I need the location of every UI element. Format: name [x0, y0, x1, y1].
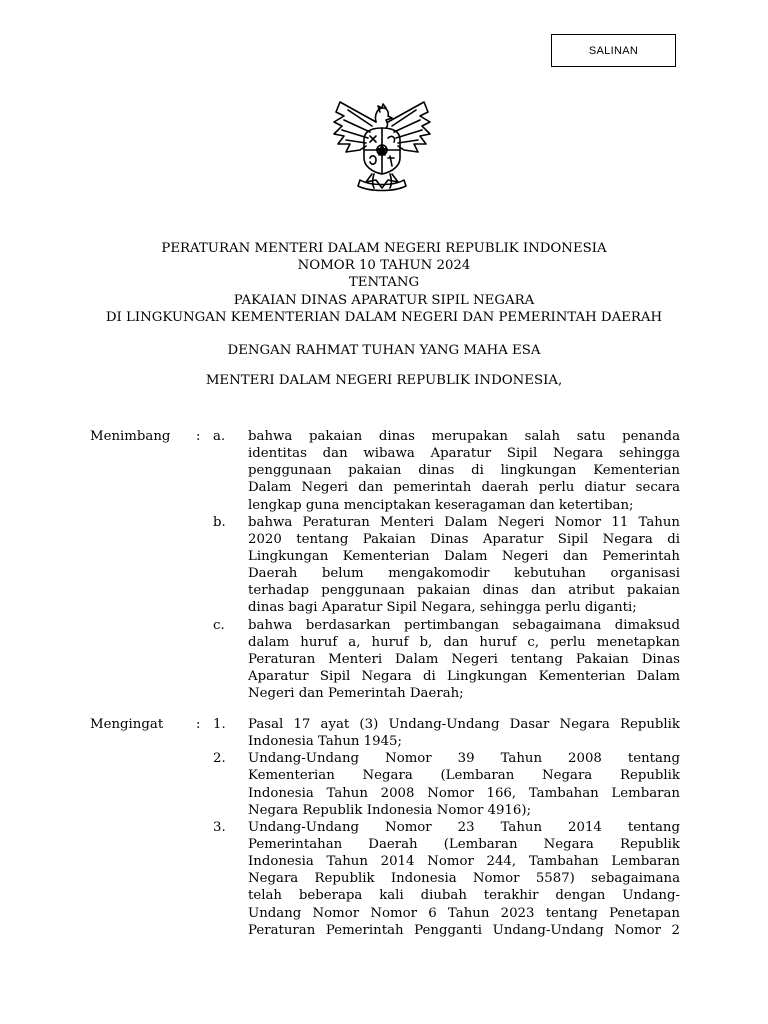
mengingat-section [90, 716, 680, 939]
list-item [90, 617, 680, 703]
list-item [90, 819, 680, 939]
item-text-line: dalam huruf a, huruf b, dan huruf c, perlu menetapkan [248, 634, 680, 650]
title-line: DI LINGKUNGAN KEMENTERIAN DALAM NEGERI DAN PEMERINTAH DAERAH [105, 309, 663, 325]
invocation: DENGAN RAHMAT TUHAN YANG MAHA ESA [227, 343, 541, 358]
item-text-line: Dalam Negeri dan pemerintah daerah perlu diatur secara [248, 480, 680, 496]
title-line: PAKAIAN DINAS APARATUR SIPIL NEGARA [233, 292, 535, 308]
item-text-line: telah beberapa kali diubah terakhir dengan Undang- [248, 888, 680, 904]
item-text [248, 428, 680, 514]
item-text-line: Aparatur Sipil Negara di Lingkungan Kementerian Dalam [248, 668, 680, 684]
item-text-line: Indonesia Tahun 2014 Nomor 244, Tambahan Lembaran [248, 854, 680, 870]
item-text-line: Undang-Undang Nomor 39 Tahun 2008 tentang [248, 751, 680, 767]
mengingat-colon: : [196, 717, 201, 732]
item-text-line: dinas bagi Aparatur Sipil Negara, sehingga perlu diganti; [248, 600, 637, 616]
item-marker: a. [213, 429, 226, 444]
item-text-line: bahwa berdasarkan pertimbangan sebagaimana dimaksud [248, 617, 680, 633]
item-marker: 2. [213, 751, 226, 767]
menimbang-items [90, 428, 680, 702]
mengingat-items [90, 716, 680, 939]
item-text [248, 819, 680, 939]
menimbang-section [90, 428, 680, 702]
item-text [248, 750, 680, 819]
item-text-line: Undang-Undang Nomor 23 Tahun 2014 tentang [248, 819, 680, 835]
title-line: NOMOR 10 TAHUN 2024 [297, 258, 471, 274]
item-text-line: identitas dan wibawa Aparatur Sipil Negara sehingga [248, 446, 680, 462]
item-marker: b. [213, 514, 226, 530]
item-text-line: 2020 tentang Pakaian Dinas Aparatur Sipil Negara di [248, 531, 680, 547]
item-text-line: Peraturan Pemerintah Pengganti Undang-Undang Nomor 2 [248, 922, 680, 938]
item-text [248, 514, 680, 617]
list-item [90, 428, 680, 514]
item-marker: 1. [213, 717, 226, 732]
item-text-line: bahwa pakaian dinas merupakan salah satu penanda [248, 429, 680, 444]
item-text-line: Undang Nomor Nomor 6 Tahun 2023 tentang Penetapan [248, 905, 680, 921]
item-text-line: Peraturan Menteri Dalam Negeri tentang Pakaian Dinas [248, 651, 680, 667]
item-text [248, 716, 680, 750]
item-text-line: Negeri dan Pemerintah Daerah; [248, 686, 464, 702]
item-text-line: terhadap penggunaan pakaian dinas dan atribut pakaian [248, 583, 680, 599]
list-item [90, 716, 680, 750]
garuda-pancasila-emblem [326, 96, 438, 194]
regulation-title [60, 240, 708, 326]
title-line: TENTANG [348, 275, 420, 291]
item-text-line: Daerah belum mengakomodir kebutuhan organisasi [248, 566, 680, 582]
item-marker: c. [213, 617, 225, 633]
mengingat-label: Mengingat [90, 717, 164, 732]
list-item [90, 514, 680, 617]
item-text-line: lengkap guna menciptakan keseragaman dan ketertiban; [248, 497, 634, 513]
item-text-line: Lingkungan Kementerian Dalam Negeri dan Pemerintah [248, 548, 680, 564]
item-text-line: Pasal 17 ayat (3) Undang-Undang Dasar Negara Republik [248, 717, 680, 732]
item-text [248, 617, 680, 703]
item-text-line: Pemerintahan Daerah (Lembaran Negara Republik [248, 836, 680, 852]
authority-line: MENTERI DALAM NEGERI REPUBLIK INDONESIA, [205, 373, 563, 388]
item-text-line: bahwa Peraturan Menteri Dalam Negeri Nomor 11 Tahun [248, 514, 680, 530]
menimbang-colon: : [196, 429, 201, 444]
item-text-line: Indonesia Tahun 2008 Nomor 166, Tambahan Lembaran [248, 785, 680, 801]
menimbang-label: Menimbang [90, 429, 171, 444]
item-text-line: Kementerian Negara (Lembaran Negara Republik [248, 768, 680, 784]
salinan-stamp [551, 34, 676, 67]
item-text-line: penggunaan pakaian dinas di lingkungan Kementerian [248, 463, 680, 479]
salinan-label: SALINAN [588, 44, 639, 57]
item-marker: 3. [213, 819, 226, 835]
item-text-line: Negara Republik Indonesia Nomor 5587) sebagaimana [248, 871, 680, 887]
list-item [90, 750, 680, 819]
item-text-line: Indonesia Tahun 1945; [248, 734, 402, 750]
title-line: PERATURAN MENTERI DALAM NEGERI REPUBLIK INDONESIA [161, 241, 607, 256]
item-text-line: Negara Republik Indonesia Nomor 4916); [248, 802, 532, 818]
